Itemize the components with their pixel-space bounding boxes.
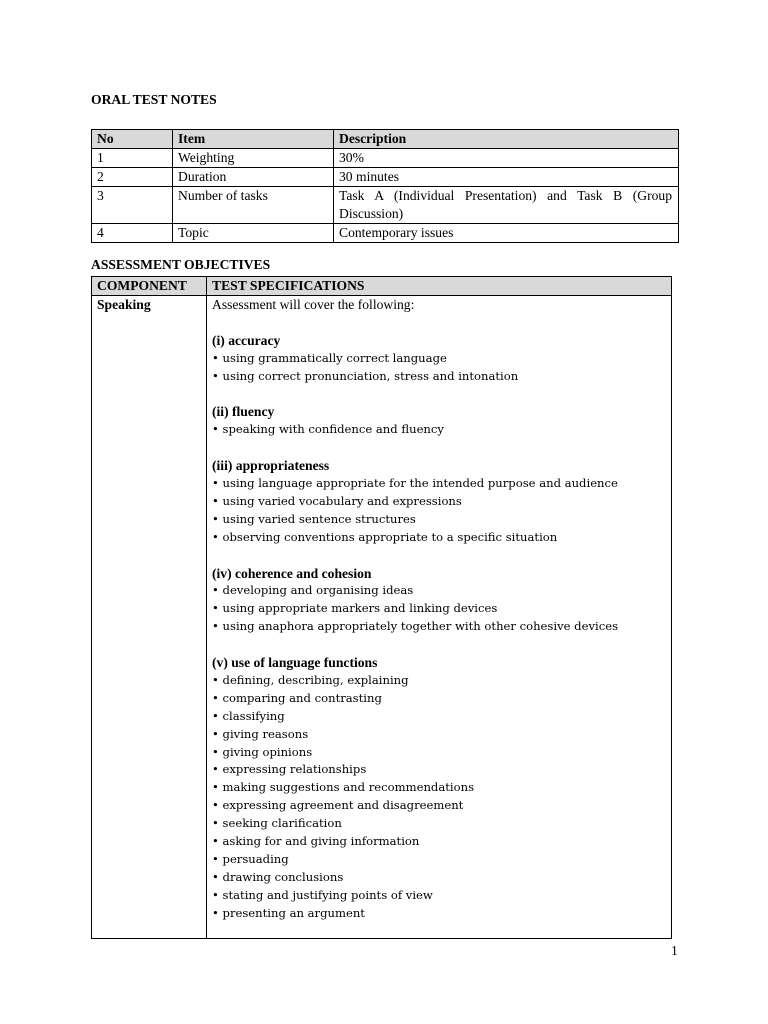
specification-sections [212,314,671,923]
objective-heading: (iv) coherence and cohesion [212,565,372,581]
list-item: • drawing conclusions [212,869,344,884]
component-cell [92,296,207,939]
column-header-component: COMPONENT [92,277,207,296]
table-header-row [92,130,679,149]
cell-no: 1 [92,149,173,168]
assessment-objectives-table [91,276,672,939]
column-header-test-specifications: TEST SPECIFICATIONS [207,277,672,296]
cell-description: Task A (Individual Presentation) and Task B (Group Discussion) [334,187,679,224]
cell-description: Contemporary issues [334,224,679,243]
assessment-objectives-heading: ASSESSMENT OBJECTIVES [91,257,271,272]
specifications-intro: Assessment will cover the following: [212,297,415,312]
list-item: • using appropriate markers and linking devices [212,601,498,616]
list-item: • defining, describing, explaining [212,672,409,687]
specifications-cell [207,296,672,939]
list-item: • stating and justifying points of view [212,887,433,902]
list-item: • using varied sentence structures [212,511,416,526]
cell-item: Topic [173,224,334,243]
list-item: • persuading [212,852,289,867]
spacer [212,386,671,404]
list-item: • giving opinions [212,744,313,759]
list-item: • giving reasons [212,726,309,741]
oral-test-info-table [91,129,679,243]
list-item: • using language appropriate for the intended purpose and audience [212,476,618,491]
cell-no: 3 [92,187,173,224]
list-item: • using grammatically correct language [212,350,447,365]
list-item: • presenting an argument [212,905,365,920]
list-item: • developing and organising ideas [212,583,414,598]
spacer [212,314,671,332]
table-row [92,149,679,168]
objective-heading: (ii) fluency [212,404,275,420]
cell-item: Duration [173,168,334,187]
list-item: • expressing relationships [212,762,367,777]
column-header-no: No [92,130,173,149]
spacer [212,439,671,457]
table-row [92,224,679,243]
table-row [92,187,679,224]
table-header-row [92,277,672,296]
spacer [212,636,671,654]
component-label: Speaking [97,297,151,312]
list-item: • expressing agreement and disagreement [212,798,464,813]
table-row [92,296,672,939]
list-item: • observing conventions appropriate to a specific situation [212,529,558,544]
list-item: • classifying [212,708,285,723]
list-item: • using varied vocabulary and expressions [212,493,462,508]
table-row [92,168,679,187]
list-item: • making suggestions and recommendations [212,780,475,795]
cell-item: Weighting [173,149,334,168]
cell-description: 30% [334,149,679,168]
list-item: • asking for and giving information [212,834,420,849]
list-item: • seeking clarification [212,816,342,831]
cell-no: 4 [92,224,173,243]
spacer [212,547,671,565]
column-header-item: Item [173,130,334,149]
list-item: • comparing and contrasting [212,690,382,705]
cell-description: 30 minutes [334,168,679,187]
objective-heading: (iii) appropriateness [212,458,330,474]
list-item: • using anaphora appropriately together with other cohesive devices [212,619,619,634]
objective-heading: (v) use of language functions [212,655,378,671]
page-title: ORAL TEST NOTES [91,92,217,107]
list-item: • speaking with confidence and fluency [212,422,444,437]
list-item: • using correct pronunciation, stress and intonation [212,368,519,383]
page-number: 1 [671,943,678,958]
objective-heading: (i) accuracy [212,332,281,348]
column-header-description: Description [334,130,679,149]
cell-item: Number of tasks [173,187,334,224]
cell-no: 2 [92,168,173,187]
